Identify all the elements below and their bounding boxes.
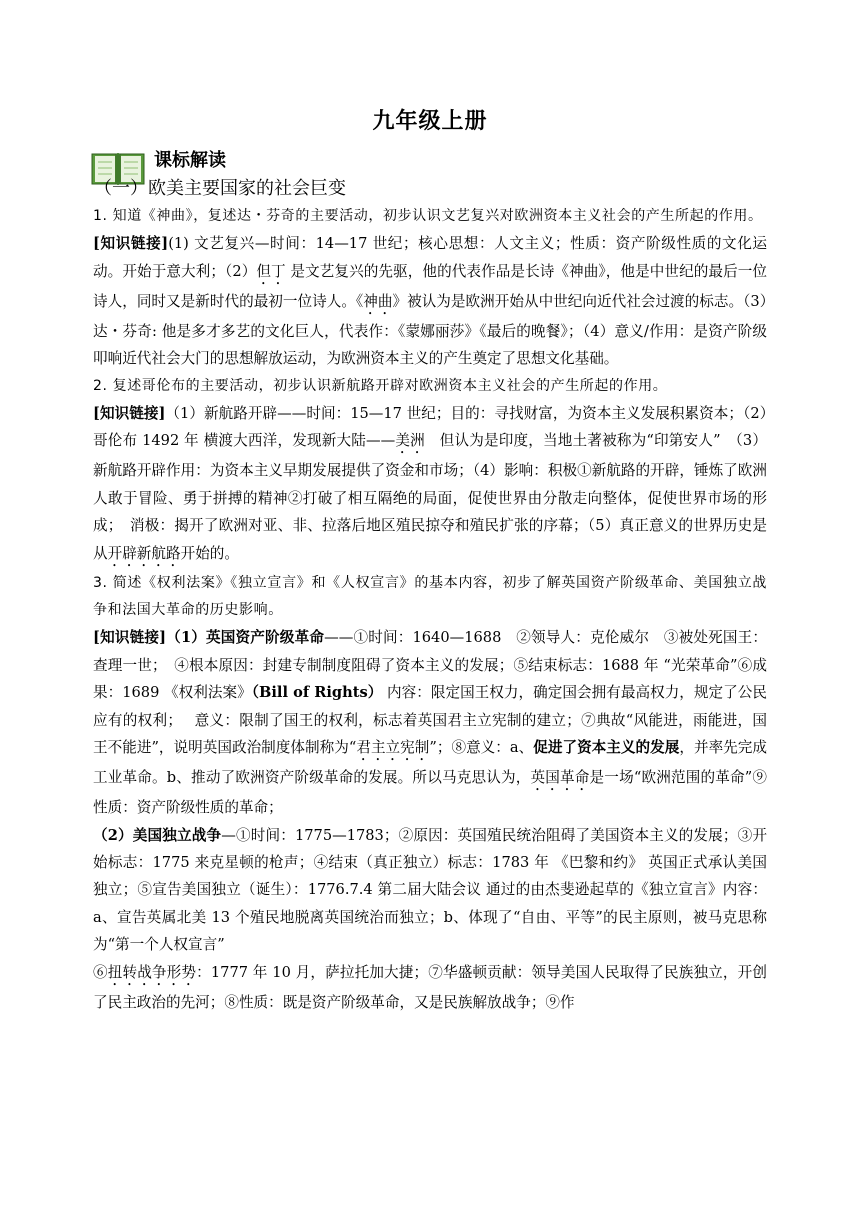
link1-dante: 但丁 bbox=[256, 262, 286, 280]
link4-turn: 扭转战争形势 bbox=[107, 963, 197, 981]
link3-heading: （1）英国资产阶级革命 bbox=[166, 629, 325, 647]
link3-text-c: ”；⑧意义：a、 bbox=[429, 739, 534, 757]
knowledge-link-label: [知识链接] bbox=[93, 235, 169, 253]
link3-text-d: ，并率先完成工业革命。b、推动了欧洲资产阶级革命的发展。所以马克思认为， bbox=[93, 739, 767, 787]
knowledge-link-2 bbox=[93, 400, 767, 570]
link4-text-a: —①时间：1775—1783；②原因：英国殖民统治阻碍了美国资本主义的发展；③开始标志：1775 来克星顿的枪声；④结束（真正独立）标志：1783 年 《巴黎和约》 英国正式承认美国独立；⑤宣告美国独立（诞生）：1776.7.4 第二届大陆会议 通过的由杰斐逊起草的《独立宣言》内容：a、宣告英属北美 13 个殖民地脱离英国统治而独立；b、体现了“自由、平等”的民主原则，被马克思称为“第一个人权宣言” bbox=[93, 826, 767, 954]
question-2: 2. 复述哥伦布的主要活动，初步认识新航路开辟对欧洲资本主义社会的产生所起的作用。 bbox=[93, 377, 668, 394]
page-title: 九年级上册 bbox=[372, 109, 488, 134]
link3-monarchy: 君主立宪制 bbox=[356, 739, 430, 757]
link2-route: 开辟新航路 bbox=[107, 544, 181, 562]
subsection-heading: （一）欧美主要国家的社会巨变 bbox=[94, 178, 346, 199]
section-heading: 课标解读 bbox=[154, 150, 226, 171]
link1-shenqu: 《神曲》 bbox=[355, 292, 408, 310]
knowledge-link-label: [知识链接] bbox=[93, 405, 166, 423]
link4-heading: （2）美国独立战争 bbox=[93, 826, 222, 844]
link3-bold: 促进了资本主义的发展 bbox=[533, 739, 680, 757]
link3-bill-of-rights: （Bill of Rights） bbox=[251, 684, 383, 702]
link2-text-c: 开始的。 bbox=[180, 544, 239, 562]
link1-text-b: 是文艺复兴的先驱，他的代表作品是长诗《神曲》，他是中世纪的最后一位诗人，同时又是新时代的最初一位诗人。 bbox=[93, 262, 767, 310]
link4-text-b: ⑥ bbox=[93, 963, 108, 981]
knowledge-link-label: [知识链接] bbox=[93, 629, 167, 647]
knowledge-link-4b bbox=[93, 959, 767, 1016]
link3-text-e: 是一场“欧洲范围的革命”⑨性质：资产阶级性质的革命； bbox=[93, 769, 767, 817]
link1-text-c: 被认为是欧洲开始从中世纪向近代社会过渡的标志。（3）达・芬奇: 他是多才多艺的文化巨人，代表作：《蒙娜丽莎》《最后的晚餐》；（4）意义/作用：是资产阶级叩响近代社会大门的思想解放运动，为欧洲资本主义的产生奠定了思想文化基础。 bbox=[93, 292, 767, 368]
link1-text-a: (1) 文艺复兴—时间：14—17 世纪；核心思想：人文主义；性质：资产阶级性质的文化运动。开始于意大利；（2） bbox=[93, 235, 768, 280]
knowledge-link-4 bbox=[93, 822, 767, 959]
knowledge-link-1 bbox=[93, 230, 767, 372]
document-body bbox=[93, 203, 767, 1016]
question-3: 3. 简述《权利法案》《独立宣言》和《人权宣言》的基本内容，初步了解英国资产阶级革命、美国独立战争和法国大革命的历史影响。 bbox=[93, 574, 767, 619]
link2-america: 美洲 bbox=[395, 432, 425, 450]
link3-text-a: ——①时间：1640—1688 ②领导人：克伦威尔 ③被处死国王：查理一世； ④根本原因：封建专制制度阻碍了资本主义的发展；⑤结束标志：1688 年 “光荣革命”⑥成果：1689 《权利法案》 bbox=[93, 629, 768, 702]
knowledge-link-3 bbox=[93, 624, 767, 821]
link4-text-c: ：1777 年 10 月，萨拉托加大捷；⑦华盛顿贡献：领导美国人民取得了民族独立，开创了民主政治的先河；⑧性质：既是资产阶级革命，又是民族解放战争；⑨作 bbox=[93, 963, 767, 1011]
link3-english-revolution: 英国革命 bbox=[530, 769, 590, 787]
link2-text-b: 但认为是印度，当地土著被称为“印第安人” （3）新航路开辟作用：为资本主义早期发展提供了资金和市场；（4）影响：积极①新航路的开辟，锤炼了欧洲人敢于冒险、勇于拼搏的精神②打破了相互隔绝的局面，促使世界由分散走向整体，促使世界市场的形成； 消极：揭开了欧洲对亚、非、拉落后地区殖民掠夺和殖民扩张的序幕；（5）真正意义的世界历史是从 bbox=[93, 432, 767, 562]
question-1: 1. 知道《神曲》，复述达・芬奇的主要活动，初步认识文艺复兴对欧洲资本主义社会的产生所起的作用。 bbox=[93, 208, 763, 224]
link3-text-b: 内容：限定国王权力，确定国会拥有最高权力，规定了公民应有的权利； 意义：限制了国王的权利，标志着英国君主立宪制的建立；⑦典故“风能进，雨能进，国王不能进”，说明英国政治制度体制称为“ bbox=[93, 684, 767, 757]
link2-text-a: （1）新航路开辟——时间：15—17 世纪；目的：寻找财富，为资本主义发展积累资本；（2）哥伦布 1492 年 横渡大西洋，发现新大陆—— bbox=[93, 405, 767, 450]
